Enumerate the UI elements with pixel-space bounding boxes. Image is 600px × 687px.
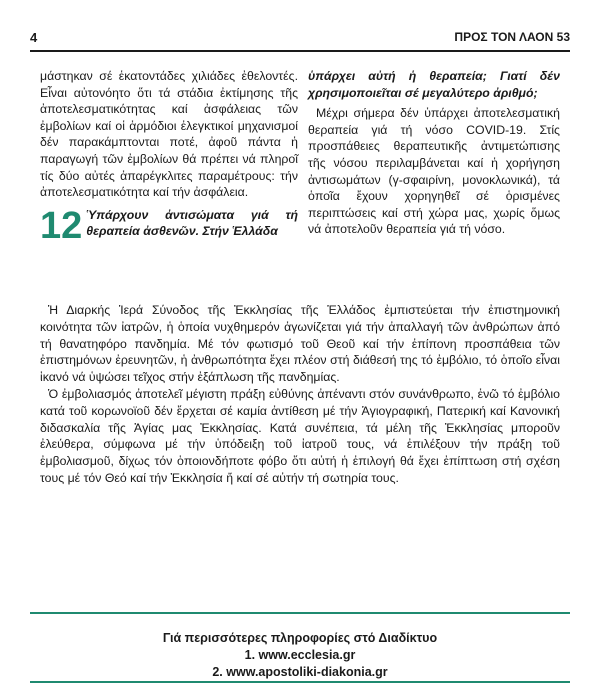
- footer-bottom-divider: [30, 681, 570, 683]
- left-column: [40, 68, 298, 247]
- header-divider: [30, 50, 570, 52]
- page-number: 4: [30, 30, 38, 45]
- main-paragraph-2: Ὁ ἐμβολιασμός ἀποτελεῖ μέγιστη πράξη εὐθύνης ἀπέναντι στόν συνάνθρωπο, ἐνῶ τό ἐμβόλιο κατά τοῦ κορωνοϊοῦ δέν ἔρχεται σέ καμία ἀντίθεση μέ τήν Ἁγιογραφική, Πατερική καί Κανονική διδασκαλία τῆς Ἁγίας μας Ἐκκλησίας. Κατά συνέπεια, τά μέλη τῆς Ἐκκλησίας μποροῦν ἐλεύθερα, σύμφωνα μέ τήν ὑπόδειξη τοῦ ἰατροῦ τους, νά ἐπιλέξουν τήν πράξη τοῦ ἐμβολιασμοῦ, δίχως τόν ὁποιονδήποτε φόβο ὅτι αὐτή ἡ ἐπιλογή θά ἔχει ἐπίπτωση στή σχέση τους μέ τόν Θεό καί τήν Ἐκκλησία ἤ καί σέ αὐτήν τή σωτηρία τους.: [40, 386, 560, 485]
- question-continuation: ὑπάρχει αὐτή ἡ θεραπεία; Γιατί δέν χρησιμοποιεῖται σέ μεγαλύτερο ἀριθμό;: [308, 69, 560, 100]
- question-12: [40, 204, 298, 247]
- left-column-paragraph: μάστηκαν σέ ἑκατοντάδες χιλιάδες ἐθελοντές. Εἶναι αὐτονόητο ὅτι τά στάδια ἐκτίμησης τῆς ἀποτελεσματικότητας καί ἀσφάλειας τῶν ἐμβολίων καί οἱ ἁρμόδιοι ἐλεγκτικοί μηχανισμοί δέν παρακάμπτονται ποτέ, ἀφοῦ πάντα ἡ παραγωγή τῶν ἐμβολίων θά πρέπει νά πληροῖ τίς δύο αὐτές ἀπαρέγκλιτες παραμέτρους: τήν ἀποτελεσματικότητα καί τήν ἀσφάλεια.: [40, 69, 298, 200]
- page-header: [30, 30, 570, 50]
- answer-text: Μέχρι σήμερα δέν ὑπάρχει ἀποτελεσματική θεραπεία γιά τή νόσο COVID-19. Στίς προσπάθειες θεραπευτικῆς ἀντιμετώπισης τῆς νόσου περιλαμβάνεται καί ἡ χορήγηση ἀντισωμάτων (γ-σφαιρίνη, μονοκλωνικά), τά ὁποῖα ἔχουν χορηγηθεῖ σέ ὁρισμένες περιπτώσεις καί στή χώρα μας, χωρίς ὅμως νά ἀποτελοῦν θεραπεία γιά τή νόσο.: [308, 106, 560, 237]
- main-text: [40, 302, 560, 487]
- footer-link-apostoliki[interactable]: 2. www.apostoliki-diakonia.gr: [212, 665, 388, 679]
- question-number: 12: [40, 204, 83, 247]
- magazine-title: ΠΡΟΣ ΤΟΝ ΛΑΟΝ 53: [454, 30, 570, 44]
- footer-top-divider: [30, 612, 570, 614]
- right-column: [308, 68, 560, 238]
- main-paragraph-1: Ἡ Διαρκής Ἱερά Σύνοδος τῆς Ἐκκλησίας τῆς Ἑλλάδος ἐμπιστεύεται τήν ἐπιστημονική κοινότητα τῶν ἰατρῶν, ἡ ὁποία νυχθημερόν ἀγωνίζεται γιά τήν ἀπαλλαγή τῶν ἀνθρώπων ἀπό τή θανατηφόρο πανδημία. Μέ τόν φωτισμό τοῦ Θεοῦ καί τήν ἐπίπονη προσπάθεια τῶν ἐπιστημόνων ἐρευνητῶν, ἡ ἀνθρωπότητα ἔχει πλέον στή διάθεσή της τό ἐμβόλιο, τό ὁποῖο εἶναι ἱκανό νά ὑψώσει τεῖχος στήν ἐξάπλωση τῆς πανδημίας.: [40, 303, 560, 385]
- question-text: Ὑπάρχουν ἀντισώματα γιά τή θεραπεία ἀσθενῶν. Στήν Ἑλλάδα: [86, 207, 298, 239]
- footer-heading: Γιά περισσότερες πληροφορίες στό Διαδίκτυο: [162, 631, 438, 645]
- footer: [30, 630, 570, 681]
- footer-link-ecclesia[interactable]: 1. www.ecclesia.gr: [244, 648, 356, 662]
